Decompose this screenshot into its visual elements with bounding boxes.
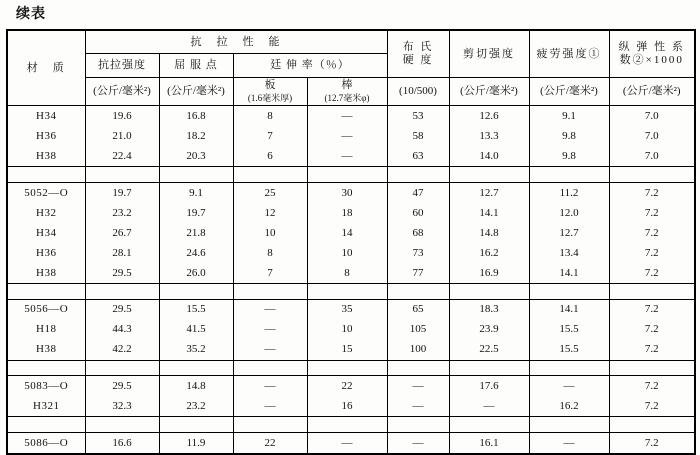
table-row [7,320,695,340]
cell-shear-strength: 14.1 [449,203,529,223]
cell-elastic-modulus: 7.2 [609,299,695,320]
group-spacer [7,360,695,376]
cell-elongation-bar: 35 [307,299,387,320]
header-row-group [7,30,695,54]
spacer-cell [159,417,233,433]
cell-shear-strength: 12.6 [449,106,529,127]
spacer-cell [387,360,449,376]
cell-elastic-modulus: 7.2 [609,432,695,454]
cell-fatigue-strength: 16.2 [529,396,609,417]
spacer-cell [529,283,609,299]
table-caption: 续表 [16,7,46,22]
spacer-cell [233,360,307,376]
header-elongation-plate [233,78,307,106]
cell-fatigue-strength: 13.4 [529,243,609,263]
spacer-cell [529,167,609,183]
table-row [7,223,695,243]
cell-yield-point: 19.7 [159,203,233,223]
cell-elongation-bar: — [307,432,387,454]
cell-yield-point: 41.5 [159,320,233,340]
header-material: 材 质 [7,30,85,106]
cell-tensile-strength: 23.2 [85,203,159,223]
unit-yield: (公斤/毫米²) [159,78,233,106]
header-yield-point: 屈 服 点 [159,54,233,78]
cell-fatigue-strength: — [529,432,609,454]
cell-brinell-hardness: 53 [387,106,449,127]
cell-yield-point: 24.6 [159,243,233,263]
cell-fatigue-strength: 9.1 [529,106,609,127]
cell-elongation-plate: — [233,376,307,397]
cell-yield-point: 14.8 [159,376,233,397]
cell-brinell-hardness: 77 [387,263,449,284]
spacer-cell [85,283,159,299]
cell-tensile-strength: 32.3 [85,396,159,417]
header-tensile-group: 抗 拉 性 能 [85,30,387,54]
cell-tensile-strength: 44.3 [85,320,159,340]
cell-elongation-plate: — [233,340,307,361]
cell-material: 5052—O [7,182,85,203]
header-tensile-strength: 抗拉强度 [85,54,159,78]
cell-fatigue-strength: 15.5 [529,340,609,361]
spacer-cell [387,417,449,433]
cell-elongation-plate: 6 [233,146,307,167]
cell-shear-strength: 16.1 [449,432,529,454]
spacer-cell [7,360,85,376]
table-row [7,376,695,397]
cell-elongation-plate: 12 [233,203,307,223]
spacer-cell [7,167,85,183]
cell-elongation-plate: — [233,299,307,320]
cell-material: H36 [7,243,85,263]
spacer-cell [307,360,387,376]
cell-elongation-bar: 8 [307,263,387,284]
cell-elastic-modulus: 7.2 [609,340,695,361]
cell-brinell-hardness: 100 [387,340,449,361]
cell-elongation-plate: 8 [233,106,307,127]
cell-fatigue-strength: 9.8 [529,126,609,146]
cell-tensile-strength: 19.6 [85,106,159,127]
cell-elastic-modulus: 7.2 [609,223,695,243]
cell-tensile-strength: 42.2 [85,340,159,361]
table-row [7,340,695,361]
cell-elongation-bar: 15 [307,340,387,361]
cell-shear-strength: 16.2 [449,243,529,263]
spacer-cell [609,283,695,299]
cell-yield-point: 20.3 [159,146,233,167]
unit-modulus: (公斤/毫米²) [609,78,695,106]
cell-shear-strength: 16.9 [449,263,529,284]
cell-material: H34 [7,223,85,243]
cell-brinell-hardness: 47 [387,182,449,203]
cell-shear-strength: 14.8 [449,223,529,243]
cell-brinell-hardness: 73 [387,243,449,263]
cell-material: H321 [7,396,85,417]
cell-shear-strength: 22.5 [449,340,529,361]
cell-tensile-strength: 19.7 [85,182,159,203]
elongation-bar-sub: (12.7毫米φ) [324,92,370,103]
cell-shear-strength: 17.6 [449,376,529,397]
cell-elastic-modulus: 7.2 [609,396,695,417]
cell-yield-point: 35.2 [159,340,233,361]
cell-elastic-modulus: 7.2 [609,243,695,263]
cell-elongation-bar: 10 [307,243,387,263]
spacer-cell [307,167,387,183]
table-row [7,182,695,203]
cell-tensile-strength: 22.4 [85,146,159,167]
cell-elongation-bar: 14 [307,223,387,243]
table-row [7,263,695,284]
unit-tensile: (公斤/毫米²) [85,78,159,106]
group-spacer [7,417,695,433]
cell-brinell-hardness: 63 [387,146,449,167]
cell-yield-point: 26.0 [159,263,233,284]
spacer-cell [85,167,159,183]
cell-fatigue-strength: 11.2 [529,182,609,203]
table-body [7,106,695,454]
cell-brinell-hardness: 65 [387,299,449,320]
unit-brinell: (10/500) [387,78,449,106]
cell-elastic-modulus: 7.0 [609,146,695,167]
cell-shear-strength: 18.3 [449,299,529,320]
cell-yield-point: 23.2 [159,396,233,417]
cell-brinell-hardness: — [387,376,449,397]
table-row [7,106,695,127]
header-brinell: 布 氏 硬 度 [387,30,449,78]
cell-elongation-plate: 8 [233,243,307,263]
cell-fatigue-strength: 14.1 [529,263,609,284]
cell-fatigue-strength: 12.7 [529,223,609,243]
spacer-cell [159,283,233,299]
cell-material: H32 [7,203,85,223]
spacer-cell [233,417,307,433]
cell-material: H18 [7,320,85,340]
cell-brinell-hardness: 68 [387,223,449,243]
cell-yield-point: 18.2 [159,126,233,146]
cell-elastic-modulus: 7.2 [609,320,695,340]
table-row [7,126,695,146]
cell-tensile-strength: 21.0 [85,126,159,146]
spacer-cell [307,283,387,299]
cell-material: 5056—O [7,299,85,320]
cell-brinell-hardness: — [387,396,449,417]
cell-brinell-hardness: — [387,432,449,454]
cell-elongation-bar: 16 [307,396,387,417]
cell-yield-point: 9.1 [159,182,233,203]
spacer-cell [449,360,529,376]
cell-elongation-bar: — [307,126,387,146]
cell-elongation-bar: — [307,106,387,127]
spacer-cell [7,417,85,433]
cell-material: H34 [7,106,85,127]
spacer-cell [233,283,307,299]
cell-yield-point: 15.5 [159,299,233,320]
header-modulus: 纵 弹 性 系 数②×1000 [609,30,695,78]
unit-fatigue: (公斤/毫米²) [529,78,609,106]
cell-shear-strength: 12.7 [449,182,529,203]
spacer-cell [529,360,609,376]
spacer-cell [159,167,233,183]
cell-tensile-strength: 28.1 [85,243,159,263]
unit-shear: (公斤/毫米²) [449,78,529,106]
cell-elongation-plate: 7 [233,126,307,146]
cell-elongation-plate: 10 [233,223,307,243]
cell-tensile-strength: 16.6 [85,432,159,454]
spacer-cell [387,167,449,183]
spacer-cell [609,167,695,183]
header-elongation: 廷 伸 率（％） [233,54,387,78]
spacer-cell [449,283,529,299]
spacer-cell [85,417,159,433]
cell-shear-strength: — [449,396,529,417]
cell-fatigue-strength: 9.8 [529,146,609,167]
cell-yield-point: 16.8 [159,106,233,127]
cell-elongation-plate: 7 [233,263,307,284]
header-elongation-bar [307,78,387,106]
cell-material: H38 [7,263,85,284]
cell-elastic-modulus: 7.2 [609,182,695,203]
cell-brinell-hardness: 105 [387,320,449,340]
cell-elastic-modulus: 7.0 [609,106,695,127]
table-row [7,203,695,223]
cell-elongation-bar: — [307,146,387,167]
spacer-cell [159,360,233,376]
group-spacer [7,283,695,299]
elongation-plate-sub: (1.6毫米厚) [247,92,293,103]
cell-elongation-bar: 18 [307,203,387,223]
group-spacer [7,167,695,183]
table-row [7,396,695,417]
cell-elongation-bar: 22 [307,376,387,397]
cell-elongation-bar: 10 [307,320,387,340]
elongation-bar-label: 棒 [341,79,353,91]
cell-tensile-strength: 29.5 [85,299,159,320]
cell-elastic-modulus: 7.0 [609,126,695,146]
cell-elongation-bar: 30 [307,182,387,203]
cell-tensile-strength: 29.5 [85,376,159,397]
spacer-cell [449,417,529,433]
cell-elongation-plate: — [233,320,307,340]
cell-elastic-modulus: 7.2 [609,263,695,284]
spacer-cell [307,417,387,433]
spacer-cell [85,360,159,376]
header-shear: 剪切强度 [449,30,529,78]
cell-shear-strength: 23.9 [449,320,529,340]
cell-elongation-plate: 22 [233,432,307,454]
cell-fatigue-strength: 15.5 [529,320,609,340]
cell-elongation-plate: 25 [233,182,307,203]
cell-shear-strength: 13.3 [449,126,529,146]
cell-fatigue-strength: 12.0 [529,203,609,223]
cell-elongation-plate: — [233,396,307,417]
cell-tensile-strength: 26.7 [85,223,159,243]
cell-elastic-modulus: 7.2 [609,203,695,223]
cell-yield-point: 21.8 [159,223,233,243]
cell-fatigue-strength: — [529,376,609,397]
cell-brinell-hardness: 58 [387,126,449,146]
spacer-cell [609,360,695,376]
table-row [7,243,695,263]
properties-table [6,29,696,455]
cell-fatigue-strength: 14.1 [529,299,609,320]
cell-material: 5086—O [7,432,85,454]
cell-shear-strength: 14.0 [449,146,529,167]
cell-material: H38 [7,146,85,167]
cell-elastic-modulus: 7.2 [609,376,695,397]
spacer-cell [387,283,449,299]
spacer-cell [449,167,529,183]
spacer-cell [233,167,307,183]
elongation-plate-label: 板 [264,79,276,91]
table-row [7,146,695,167]
cell-tensile-strength: 29.5 [85,263,159,284]
cell-brinell-hardness: 60 [387,203,449,223]
cell-material: H36 [7,126,85,146]
header-fatigue: 疲劳强度① [529,30,609,78]
spacer-cell [609,417,695,433]
spacer-cell [529,417,609,433]
cell-material: H38 [7,340,85,361]
table-row [7,299,695,320]
header-row-units [7,78,695,106]
cell-yield-point: 11.9 [159,432,233,454]
cell-material: 5083—O [7,376,85,397]
spacer-cell [7,283,85,299]
